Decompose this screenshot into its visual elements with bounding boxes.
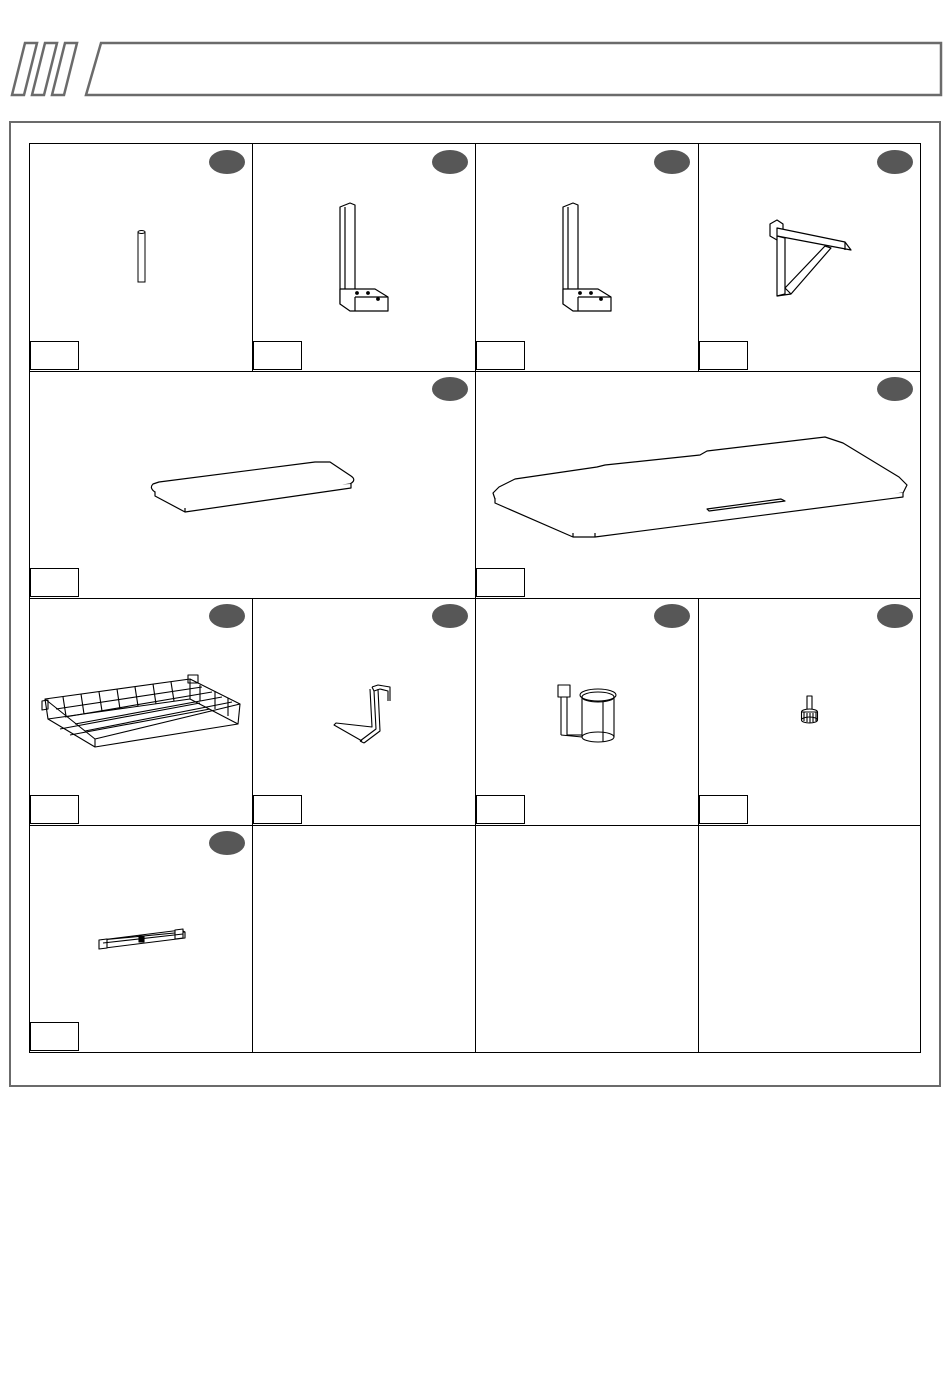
rail-bar-icon	[95, 924, 190, 954]
part-number-badge	[209, 604, 245, 628]
section-header	[0, 0, 950, 110]
quantity-box	[476, 795, 525, 824]
part-number-badge	[877, 604, 913, 628]
col-divider	[252, 598, 253, 825]
part-number-badge	[432, 377, 468, 401]
shelf-support-bracket-icon	[765, 214, 860, 304]
quantity-box	[30, 1022, 79, 1051]
l-bracket-icon	[330, 199, 400, 319]
wire-basket-icon	[40, 669, 245, 754]
col-divider	[698, 144, 699, 371]
part-number-badge	[877, 150, 913, 174]
col-divider	[698, 825, 699, 1052]
col-divider	[698, 598, 699, 825]
quantity-box	[30, 341, 79, 370]
part-number-badge	[654, 150, 690, 174]
col-divider	[475, 598, 476, 825]
quantity-box	[476, 568, 525, 597]
part-number-badge	[209, 150, 245, 174]
small-shelf-board-icon	[145, 454, 360, 514]
part-number-badge	[877, 377, 913, 401]
desktop-panel-icon	[485, 429, 915, 539]
part-number-badge	[432, 150, 468, 174]
col-divider	[475, 825, 476, 1052]
hook-icon	[330, 679, 405, 749]
quantity-box	[699, 341, 748, 370]
col-divider	[252, 825, 253, 1052]
col-divider	[475, 371, 476, 598]
quantity-box	[476, 341, 525, 370]
quantity-box	[30, 568, 79, 597]
header-stripes-icon	[0, 0, 950, 110]
quantity-box	[253, 795, 302, 824]
leveling-foot-icon	[795, 694, 825, 729]
part-number-badge	[432, 604, 468, 628]
part-number-badge	[209, 831, 245, 855]
part-number-badge	[654, 604, 690, 628]
quantity-box	[253, 341, 302, 370]
col-divider	[475, 144, 476, 371]
quantity-box	[699, 795, 748, 824]
l-bracket-icon	[553, 199, 623, 319]
quantity-box	[30, 795, 79, 824]
pin-rod-icon	[130, 229, 160, 289]
cup-holder-icon	[553, 679, 623, 749]
col-divider	[252, 144, 253, 371]
parts-grid	[29, 143, 921, 1053]
